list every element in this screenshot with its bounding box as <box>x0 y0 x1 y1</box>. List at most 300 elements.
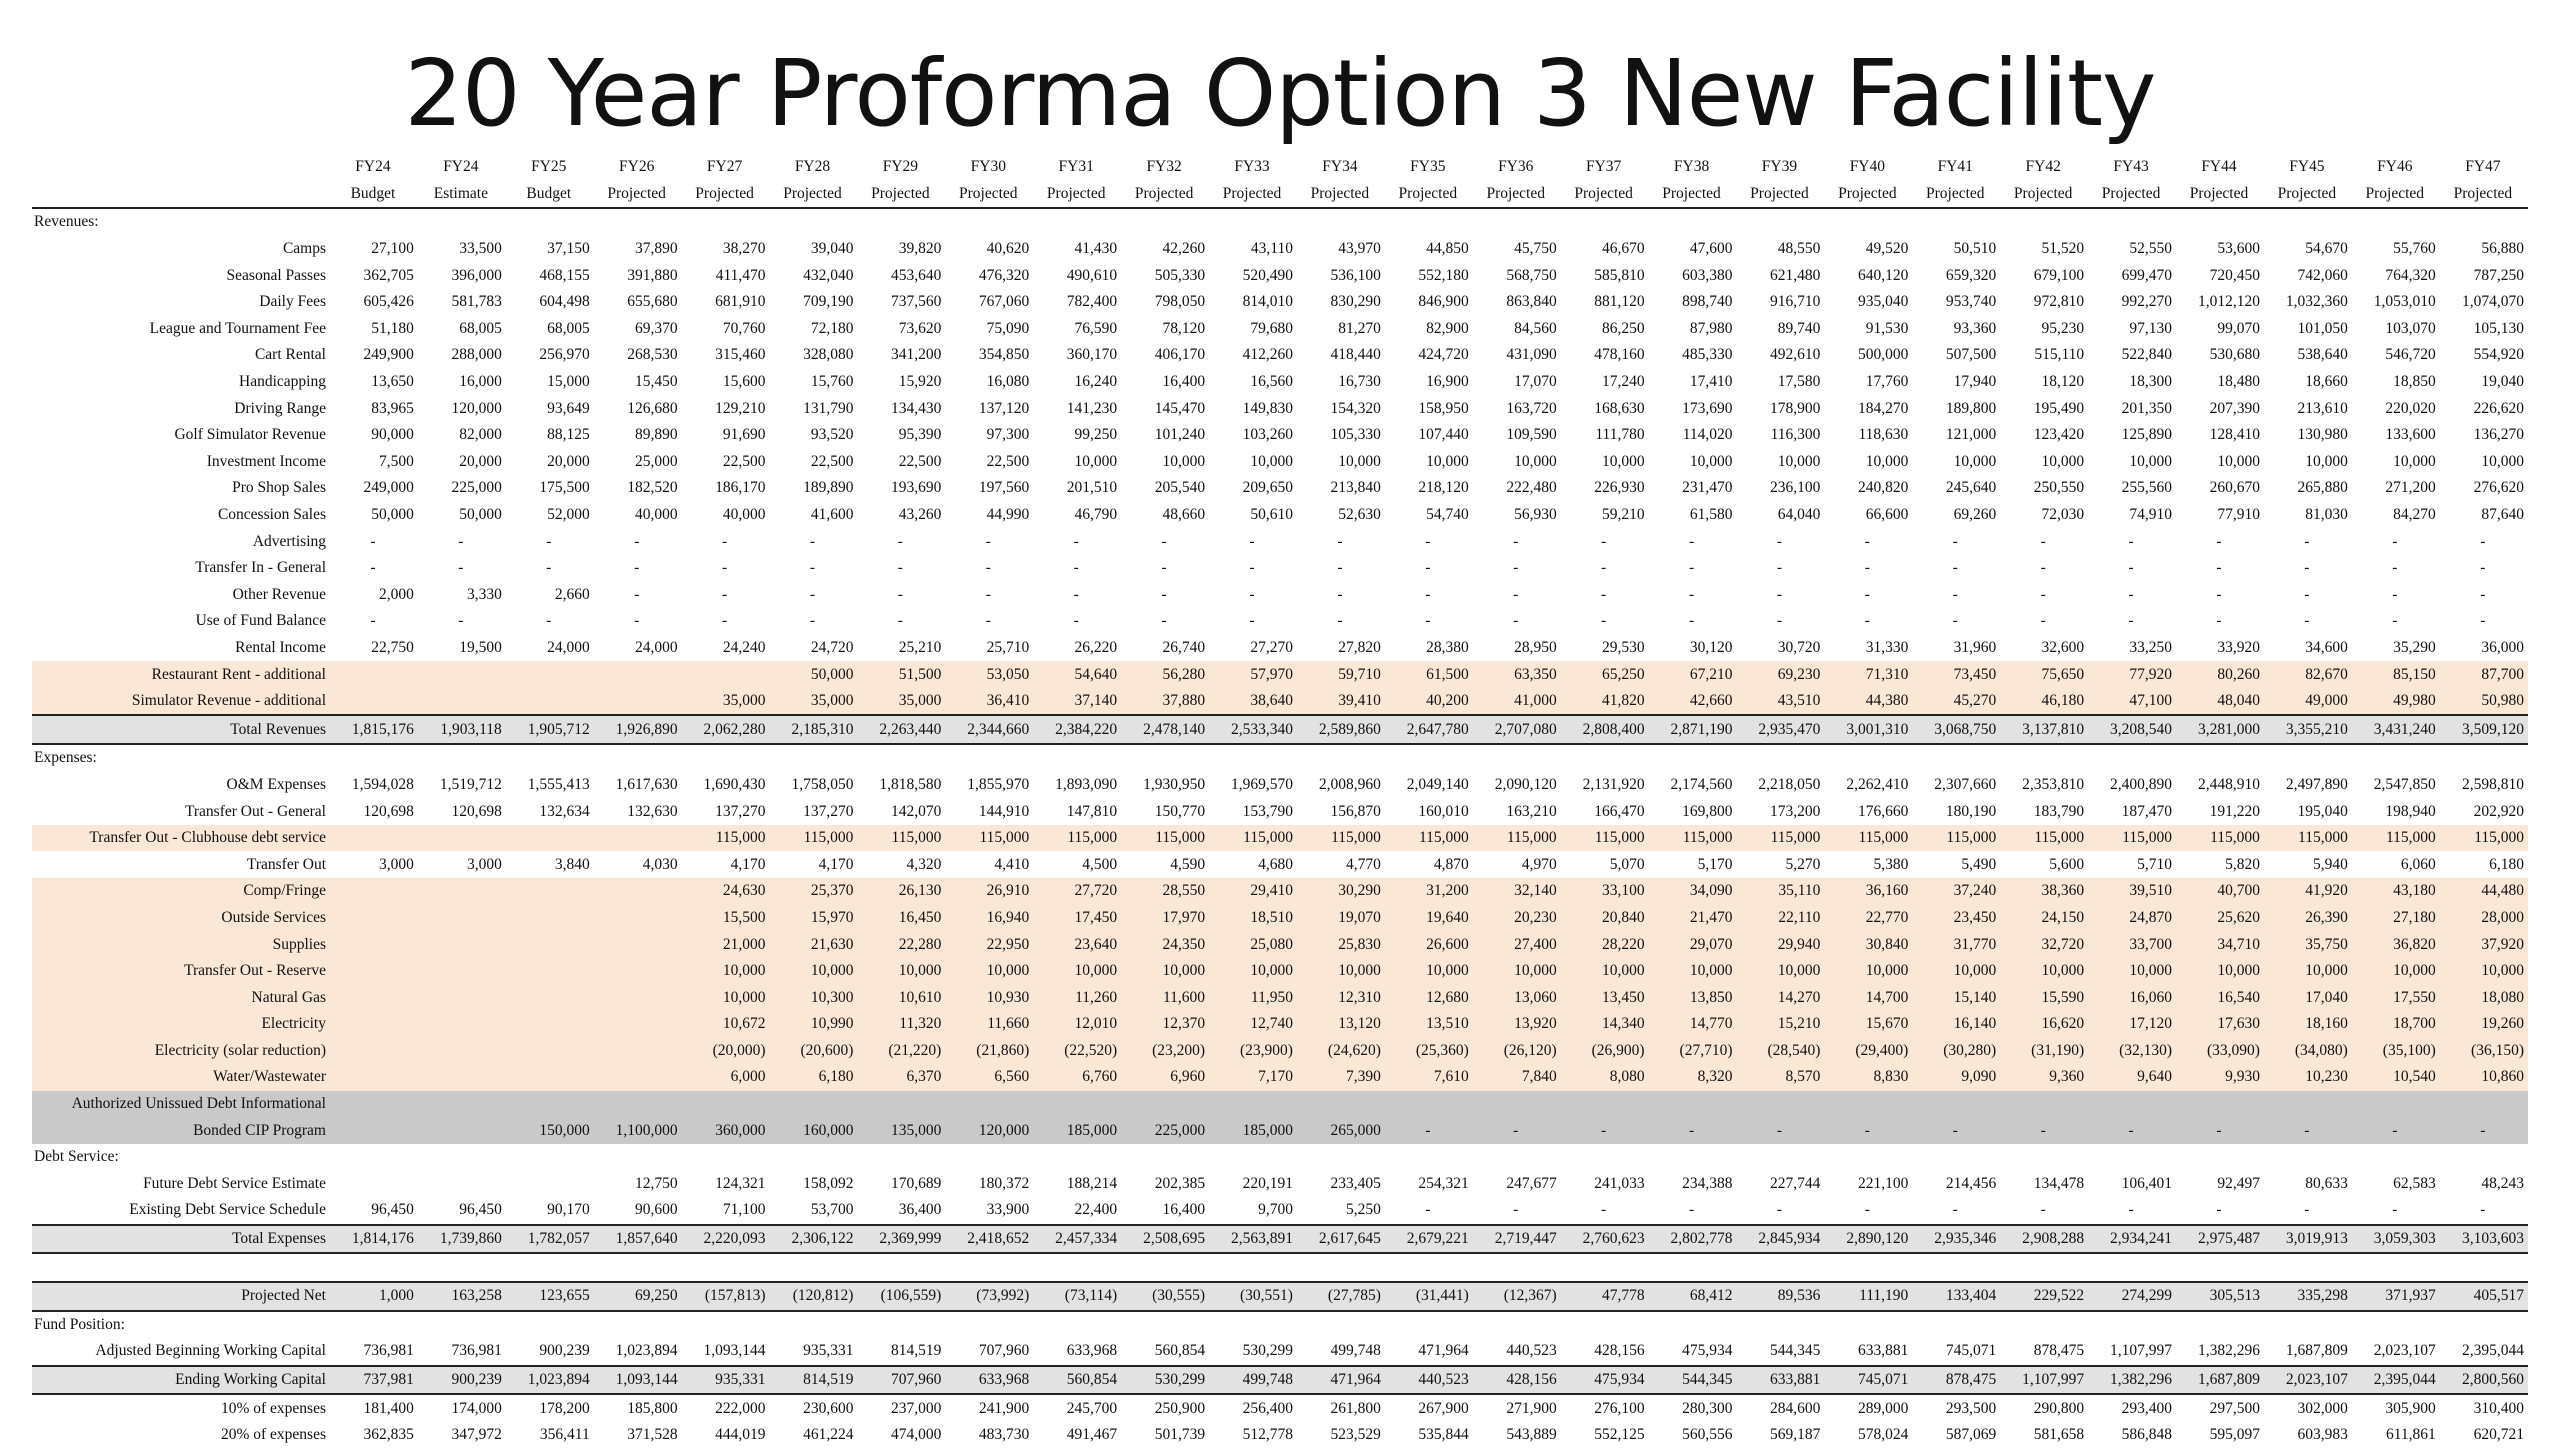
table-cell: (35,100) <box>2352 1038 2440 1065</box>
table-cell: 280,300 <box>1682 1399 1733 1417</box>
table-cell: 31,960 <box>1953 638 1997 656</box>
table-cell: 1,687,809 <box>2285 1342 2348 1360</box>
table-cell: 221,100 <box>1857 1174 1909 1192</box>
table-cell: - <box>897 559 903 577</box>
table-cell <box>1473 744 1561 772</box>
table-cell: - <box>1425 1201 1431 1219</box>
table-cell: 11,320 <box>857 1011 945 1038</box>
table-cell: 1,687,809 <box>2176 1366 2264 1395</box>
table-cell: 25,000 <box>635 452 678 470</box>
table-cell: 72,180 <box>810 319 854 337</box>
table-cell: 530,299 <box>1242 1342 1293 1360</box>
table-cell: - <box>2040 585 2046 603</box>
table-cell: - <box>1864 532 1870 550</box>
table-cell: 130,980 <box>2297 426 2348 444</box>
table-cell: - <box>1513 1201 1519 1219</box>
table-cell: 50,980 <box>2440 688 2528 716</box>
table-cell: 2,049,140 <box>1406 775 1469 793</box>
table-cell: 1,690,430 <box>703 775 766 793</box>
table-row <box>32 958 2528 985</box>
table-cell: 10,000 <box>1561 958 1649 985</box>
table-cell: - <box>2216 612 2222 630</box>
table-cell: 37,150 <box>547 240 590 258</box>
table-cell: 432,040 <box>803 266 854 284</box>
table-row <box>32 582 2528 609</box>
table-cell: (26,120) <box>1473 1038 1561 1065</box>
row-label: Total Revenues <box>32 715 330 744</box>
table-cell: 2,802,778 <box>1649 1225 1737 1254</box>
header-year: FY40 <box>1849 158 1886 176</box>
table-cell: 10,000 <box>2176 958 2264 985</box>
table-body <box>32 208 2528 1448</box>
row-label: Future Debt Service Estimate <box>143 1174 326 1192</box>
table-cell <box>330 208 418 236</box>
table-cell: - <box>458 559 464 577</box>
table-cell <box>418 208 506 236</box>
row-label: Total Expenses <box>32 1225 330 1254</box>
table-cell <box>1385 1311 1473 1339</box>
table-cell: 184,270 <box>1857 399 1909 417</box>
table-cell: 475,934 <box>1561 1366 1649 1395</box>
table-cell: 4,320 <box>906 855 942 873</box>
row-label: 10% of expenses <box>220 1399 326 1417</box>
table-cell: 93,360 <box>1953 319 1997 337</box>
table-cell: - <box>2304 559 2310 577</box>
header-type: Projected <box>2352 181 2440 209</box>
table-cell: 11,260 <box>1033 984 1121 1011</box>
table-cell: 191,220 <box>2209 802 2260 820</box>
table-cell: 4,590 <box>1170 855 1206 873</box>
table-cell: 37,920 <box>2440 931 2528 958</box>
table-cell <box>330 1144 418 1171</box>
table-cell: 878,475 <box>1912 1366 2000 1395</box>
table-cell: 121,000 <box>1945 426 1997 444</box>
table-cell: 35,110 <box>1737 878 1825 905</box>
table-cell <box>2176 208 2264 236</box>
table-cell: 150,770 <box>1154 802 1206 820</box>
table-cell: 50,000 <box>770 661 858 688</box>
table-cell: 133,404 <box>1912 1282 2000 1311</box>
row-label: Camps <box>282 240 326 258</box>
row-label: Use of Fund Balance <box>195 612 326 630</box>
table-cell <box>770 1091 858 1118</box>
table-cell: 787,250 <box>2473 266 2524 284</box>
table-cell: 767,060 <box>978 293 1030 311</box>
table-cell: 53,600 <box>2217 240 2260 258</box>
table-cell: 2,935,346 <box>1912 1225 2000 1254</box>
table-cell: 115,000 <box>945 825 1033 852</box>
table-cell: 234,388 <box>1682 1174 1733 1192</box>
table-cell: 99,250 <box>1074 426 1118 444</box>
table-cell: 44,480 <box>2440 878 2528 905</box>
table-cell <box>1121 208 1209 236</box>
table-cell: 10,000 <box>1737 958 1825 985</box>
table-cell: 226,620 <box>2473 399 2524 417</box>
table-cell: 1,758,050 <box>791 775 854 793</box>
row-label: Rental Income <box>235 638 326 656</box>
table-cell: (27,785) <box>1297 1282 1385 1311</box>
table-cell: (120,812) <box>770 1282 858 1311</box>
table-cell: 6,000 <box>682 1064 770 1091</box>
table-cell: 181,400 <box>363 1399 414 1417</box>
table-cell <box>594 208 682 236</box>
table-cell: 360,000 <box>682 1117 770 1144</box>
table-cell: 78,120 <box>1162 319 1206 337</box>
table-cell: 24,870 <box>2088 905 2176 932</box>
table-cell: - <box>634 532 640 550</box>
row-label: Advertising <box>252 532 326 550</box>
table-cell: 14,770 <box>1649 1011 1737 1038</box>
row-label: Revenues: <box>34 213 99 231</box>
table-cell: - <box>1073 612 1079 630</box>
table-cell: 440,523 <box>1506 1342 1557 1360</box>
table-cell: 2,760,623 <box>1561 1225 1649 1254</box>
table-cell: 70,760 <box>722 319 766 337</box>
table-cell: 34,090 <box>1649 878 1737 905</box>
table-cell <box>506 1144 594 1171</box>
table-cell: 24,150 <box>2000 905 2088 932</box>
table-cell: - <box>985 585 991 603</box>
table-cell: 39,410 <box>1297 688 1385 716</box>
table-cell: 520,490 <box>1242 266 1293 284</box>
table-cell <box>418 984 506 1011</box>
table-cell: 29,410 <box>1209 878 1297 905</box>
table-cell: 26,220 <box>1074 638 1118 656</box>
table-cell: 17,550 <box>2352 984 2440 1011</box>
table-cell: 284,600 <box>1770 1399 1821 1417</box>
table-cell: 633,881 <box>1737 1366 1825 1395</box>
table-cell: 201,350 <box>2121 399 2173 417</box>
table-cell <box>1033 1311 1121 1339</box>
table-cell: 25,620 <box>2176 905 2264 932</box>
table-cell <box>2352 1311 2440 1339</box>
table-cell: 15,600 <box>722 373 766 391</box>
row-label: Transfer In - General <box>195 559 326 577</box>
table-cell: 276,100 <box>1594 1399 1645 1417</box>
table-cell <box>330 744 418 772</box>
table-cell: 265,880 <box>2297 479 2348 497</box>
table-cell: 125,890 <box>2121 426 2173 444</box>
table-cell: 27,400 <box>1473 931 1561 958</box>
table-cell: 12,740 <box>1209 1011 1297 1038</box>
table-cell: 56,930 <box>1514 506 1557 524</box>
table-cell: 302,000 <box>2297 1399 2348 1417</box>
table-cell: 515,110 <box>2034 346 2085 364</box>
table-cell: 76,590 <box>1074 319 1118 337</box>
table-cell: - <box>809 612 816 630</box>
table-cell <box>506 1038 594 1065</box>
table-cell: 265,000 <box>1297 1117 1385 1144</box>
table-cell: 1,815,176 <box>330 715 418 744</box>
header-type: Projected <box>594 181 682 209</box>
row-label: Existing Debt Service Schedule <box>129 1201 326 1219</box>
table-cell: 406,170 <box>1154 346 1206 364</box>
table-cell: 475,934 <box>1682 1342 1733 1360</box>
table-cell: 863,840 <box>1506 293 1557 311</box>
table-cell: 578,024 <box>1857 1426 1909 1444</box>
table-cell: 10,000 <box>1649 958 1737 985</box>
table-cell: 276,620 <box>2473 479 2524 497</box>
table-cell: 16,450 <box>857 905 945 932</box>
table-cell: 428,156 <box>1594 1342 1645 1360</box>
table-cell <box>1737 1091 1825 1118</box>
table-row <box>32 715 2528 744</box>
table-cell: (27,710) <box>1649 1038 1737 1065</box>
table-cell: 12,370 <box>1121 1011 1209 1038</box>
header-year: FY41 <box>1937 158 1973 176</box>
table-cell: 9,930 <box>2176 1064 2264 1091</box>
table-cell: 29,940 <box>1737 931 1825 958</box>
table-cell: 115,000 <box>770 825 858 852</box>
table-cell: 54,740 <box>1426 506 1469 524</box>
table-cell: 115,000 <box>2176 825 2264 852</box>
table-cell: 52,630 <box>1338 506 1381 524</box>
table-cell: 30,840 <box>1824 931 1912 958</box>
header-type: Projected <box>1033 181 1121 209</box>
table-cell: 1,519,712 <box>439 775 502 793</box>
table-cell <box>2088 208 2176 236</box>
table-cell: 154,320 <box>1330 399 1381 417</box>
table-cell: 230,600 <box>803 1399 854 1417</box>
table-cell: 2,589,860 <box>1297 715 1385 744</box>
table-cell: 17,630 <box>2176 1011 2264 1038</box>
table-cell: 10,000 <box>770 958 858 985</box>
table-cell <box>1121 1253 1209 1282</box>
table-cell: 15,670 <box>1824 1011 1912 1038</box>
table-cell: 156,870 <box>1330 802 1381 820</box>
table-cell: 245,700 <box>1066 1399 1118 1417</box>
table-cell: 659,320 <box>1945 266 1997 284</box>
table-cell: - <box>546 532 552 550</box>
table-cell: 173,690 <box>1682 399 1733 417</box>
table-row <box>32 905 2528 932</box>
table-cell <box>418 1144 506 1171</box>
table-cell: 431,090 <box>1506 346 1557 364</box>
table-cell: 36,820 <box>2352 931 2440 958</box>
table-cell: 231,470 <box>1682 479 1733 497</box>
table-cell: 2,647,780 <box>1385 715 1473 744</box>
table-cell <box>330 1253 418 1282</box>
table-cell: 17,120 <box>2088 1011 2176 1038</box>
table-cell: 82,900 <box>1426 319 1469 337</box>
table-cell <box>2176 1311 2264 1339</box>
table-cell: 137,120 <box>978 399 1030 417</box>
table-cell: 39,820 <box>898 240 942 258</box>
table-cell: - <box>809 559 816 577</box>
table-cell: - <box>1776 559 1783 577</box>
table-cell: 33,250 <box>2129 638 2173 656</box>
table-cell: 43,110 <box>1250 240 1293 258</box>
table-cell: - <box>2304 585 2310 603</box>
table-cell: 84,270 <box>2393 506 2436 524</box>
table-cell: 440,523 <box>1385 1366 1473 1395</box>
table-cell: 10,000 <box>1338 452 1381 470</box>
table-cell: 95,390 <box>898 426 942 444</box>
table-cell <box>1121 1311 1209 1339</box>
table-cell: 24,000 <box>635 638 678 656</box>
table-cell: 255,560 <box>2121 479 2173 497</box>
table-cell: 554,920 <box>2473 346 2524 364</box>
table-cell <box>330 905 418 932</box>
table-cell: 41,920 <box>2264 878 2352 905</box>
table-cell: 10,000 <box>1601 452 1645 470</box>
table-cell: 55,760 <box>2393 240 2436 258</box>
table-cell: - <box>1601 585 1607 603</box>
table-cell: 1,814,176 <box>330 1225 418 1254</box>
table-cell: - <box>1737 1117 1825 1144</box>
table-cell: 178,200 <box>539 1399 590 1417</box>
table-cell: 50,000 <box>371 506 414 524</box>
table-cell: 27,820 <box>1338 638 1381 656</box>
table-cell: (33,090) <box>2176 1038 2264 1065</box>
table-cell: - <box>1952 532 1958 550</box>
row-label: League and Tournament Fee <box>149 319 326 337</box>
table-cell: 536,100 <box>1330 266 1381 284</box>
table-cell <box>594 688 682 716</box>
table-cell: 530,299 <box>1121 1366 1209 1395</box>
table-cell: 69,250 <box>594 1282 682 1311</box>
table-cell: 62,583 <box>2393 1174 2436 1192</box>
table-cell: 6,180 <box>770 1064 858 1091</box>
row-label: Electricity (solar reduction) <box>32 1038 330 1065</box>
table-cell: 61,580 <box>1689 506 1733 524</box>
table-cell <box>770 208 858 236</box>
table-cell: 782,400 <box>1066 293 1118 311</box>
table-cell: 36,000 <box>2481 638 2524 656</box>
table-cell: 15,590 <box>2000 984 2088 1011</box>
table-cell <box>594 905 682 932</box>
table-cell: 40,700 <box>2176 878 2264 905</box>
table-cell: 106,401 <box>2121 1174 2173 1192</box>
table-cell: 362,705 <box>363 266 414 284</box>
table-cell: (21,860) <box>945 1038 1033 1065</box>
table-cell: 10,000 <box>1824 958 1912 985</box>
table-cell <box>506 878 594 905</box>
table-cell: 170,689 <box>890 1174 942 1192</box>
table-cell: 16,560 <box>1250 373 1293 391</box>
table-cell: 30,120 <box>1689 638 1733 656</box>
table-cell: 32,720 <box>2000 931 2088 958</box>
table-cell: - <box>2440 1117 2528 1144</box>
table-cell: 120,000 <box>451 399 502 417</box>
table-cell: 1,617,630 <box>615 775 678 793</box>
table-cell: 535,844 <box>1418 1426 1469 1444</box>
table-cell: 26,130 <box>857 878 945 905</box>
table-cell: 391,880 <box>627 266 678 284</box>
table-cell: 16,240 <box>1074 373 1118 391</box>
row-label: Expenses: <box>34 749 97 767</box>
table-cell: 17,970 <box>1121 905 1209 932</box>
header-year: FY45 <box>2289 158 2325 176</box>
table-cell: 10,000 <box>2481 452 2524 470</box>
header-year: FY30 <box>970 158 1006 176</box>
table-cell <box>1824 208 1912 236</box>
table-cell: 118,630 <box>1858 426 1909 444</box>
table-cell: - <box>2128 585 2134 603</box>
table-cell: - <box>809 585 816 603</box>
header-type: Budget <box>506 181 594 209</box>
table-cell <box>2352 1144 2440 1171</box>
table-cell: 1,905,712 <box>506 715 594 744</box>
table-cell: 150,000 <box>506 1117 594 1144</box>
table-cell: 180,372 <box>978 1174 1030 1192</box>
table-cell: - <box>2480 1201 2486 1219</box>
header-type: Projected <box>1385 181 1473 209</box>
table-cell <box>2088 1311 2176 1339</box>
table-cell: 271,900 <box>1506 1399 1557 1417</box>
table-cell: 189,890 <box>803 479 854 497</box>
table-cell: 18,160 <box>2264 1011 2352 1038</box>
table-cell: 305,900 <box>2385 1399 2436 1417</box>
table-cell: 27,270 <box>1250 638 1293 656</box>
table-cell: 249,900 <box>363 346 414 364</box>
table-cell: - <box>1601 532 1607 550</box>
row-label: Pro Shop Sales <box>232 479 326 497</box>
table-cell: 453,640 <box>890 266 942 284</box>
table-cell: 158,092 <box>803 1174 854 1192</box>
table-cell: 10,000 <box>2393 452 2436 470</box>
row-label: Golf Simulator Revenue <box>174 426 326 444</box>
table-cell: - <box>2480 585 2486 603</box>
header-type: Projected <box>1649 181 1737 209</box>
table-cell: 13,510 <box>1385 1011 1473 1038</box>
table-cell <box>1737 744 1825 772</box>
table-cell: 220,191 <box>1242 1174 1293 1192</box>
table-cell: - <box>1952 1201 1958 1219</box>
table-cell: 1,000 <box>330 1282 418 1311</box>
table-cell <box>418 825 506 852</box>
table-cell <box>945 208 1033 236</box>
table-cell: 237,000 <box>890 1399 942 1417</box>
table-cell <box>1209 1091 1297 1118</box>
table-cell: - <box>2128 532 2134 550</box>
table-cell <box>418 1311 506 1339</box>
table-cell: - <box>897 532 903 550</box>
table-cell: 115,000 <box>1121 825 1209 852</box>
table-cell: 65,250 <box>1561 661 1649 688</box>
table-cell: 405,517 <box>2440 1282 2528 1311</box>
table-cell <box>1033 1091 1121 1118</box>
table-cell: - <box>1776 532 1783 550</box>
header-year: FY35 <box>1410 158 1446 176</box>
table-cell: 64,040 <box>1777 506 1821 524</box>
table-cell: - <box>1649 1117 1737 1144</box>
table-cell: 15,500 <box>682 905 770 932</box>
table-cell: 10,000 <box>2440 958 2528 985</box>
table-cell: - <box>2216 559 2222 577</box>
table-cell: 256,400 <box>1242 1399 1293 1417</box>
table-cell: - <box>1161 532 1167 550</box>
table-cell: - <box>2480 532 2486 550</box>
table-cell: 73,450 <box>1912 661 2000 688</box>
table-cell: - <box>1337 559 1343 577</box>
table-cell: - <box>370 532 376 550</box>
table-cell: 1,930,950 <box>1143 775 1206 793</box>
table-cell: 5,070 <box>1609 855 1645 873</box>
table-cell <box>594 744 682 772</box>
table-cell <box>1385 208 1473 236</box>
table-cell: - <box>370 612 376 630</box>
table-cell: 1,107,997 <box>2110 1342 2173 1360</box>
table-cell: 2,533,340 <box>1209 715 1297 744</box>
table-cell: 2,008,960 <box>1318 775 1381 793</box>
table-cell: - <box>985 559 991 577</box>
table-cell <box>945 1091 1033 1118</box>
table-cell <box>2440 1091 2528 1118</box>
table-cell: 115,000 <box>2000 825 2088 852</box>
table-cell: 522,840 <box>2121 346 2173 364</box>
table-cell: 36,160 <box>1824 878 1912 905</box>
